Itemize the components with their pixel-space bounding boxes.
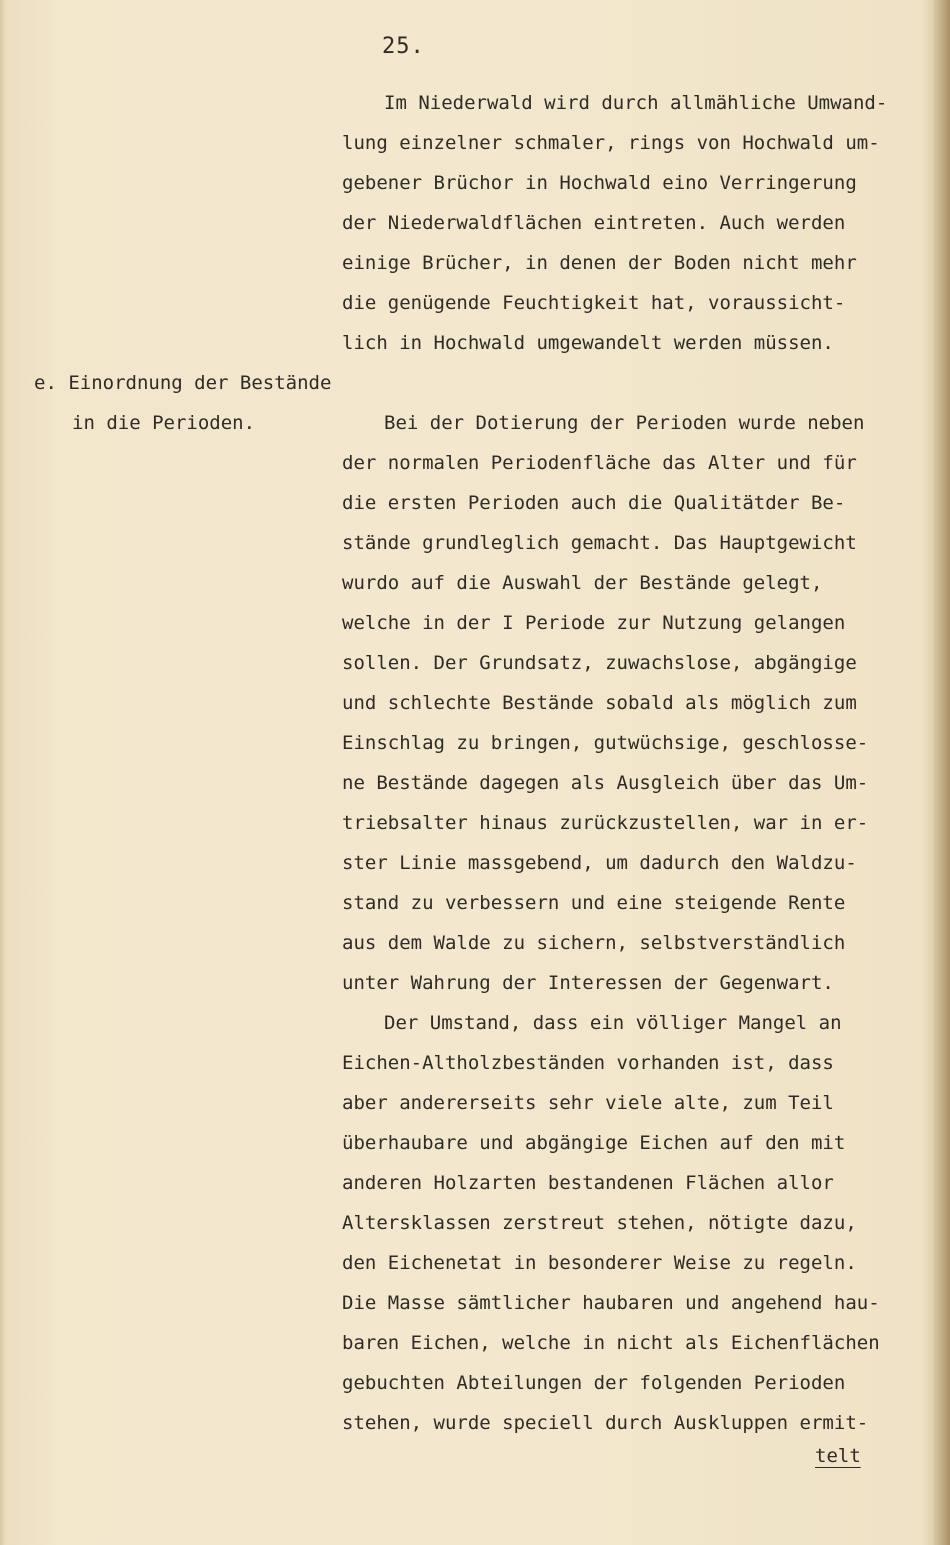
paragraph-1-line-4: der Niederwaldflächen eintreten. Auch werden <box>342 212 846 234</box>
paragraph-2-line-7: sollen. Der Grundsatz, zuwachslose, abgängige <box>342 652 857 674</box>
paragraph-2-line-2: der normalen Periodenfläche das Alter und für <box>342 452 857 474</box>
paragraph-2-line-13: stand zu verbessern und eine steigende Rente <box>342 892 846 914</box>
page-number: 25. <box>382 34 425 59</box>
page-left-edge <box>0 0 6 1545</box>
paragraph-2-line-8: und schlechte Bestände sobald als möglich zum <box>342 692 857 714</box>
margin-note-line-2: in die Perioden. <box>72 412 256 434</box>
paragraph-1-line-7: lich in Hochwald umgewandelt werden müssen. <box>342 332 834 354</box>
paragraph-2-line-1: Bei der Dotierung der Perioden wurde neben <box>384 412 865 434</box>
paragraph-1-line-6: die genügende Feuchtigkeit hat, voraussicht- <box>342 292 846 314</box>
paragraph-1-line-3: gebener Brüchor in Hochwald eino Verringerung <box>342 172 857 194</box>
margin-note-line-1: e. Einordnung der Bestände <box>34 372 332 394</box>
paragraph-2-line-10: ne Bestände dagegen als Ausgleich über das Um- <box>342 772 869 794</box>
paragraph-2-line-3: die ersten Perioden auch die Qualitätder Be- <box>342 492 846 514</box>
paragraph-1-line-2: lung einzelner schmaler, rings von Hochwald um- <box>342 132 880 154</box>
paragraph-2-line-12: ster Linie massgebend, um dadurch den Waldzu- <box>342 852 857 874</box>
catchword: telt <box>815 1445 861 1467</box>
paragraph-2-line-11: triebsalter hinaus zurückzustellen, war in er- <box>342 812 869 834</box>
paragraph-2-line-4: stände grundleglich gemacht. Das Hauptgewicht <box>342 532 857 554</box>
paragraph-1-line-5: einige Brücher, in denen der Boden nicht mehr <box>342 252 857 274</box>
paragraph-3-line-9: baren Eichen, welche in nicht als Eichenflächen <box>342 1332 880 1354</box>
paragraph-2-line-6: welche in der I Periode zur Nutzung gelangen <box>342 612 846 634</box>
paragraph-2-line-5: wurdo auf die Auswahl der Bestände gelegt, <box>342 572 823 594</box>
paragraph-3-line-7: den Eichenetat in besonderer Weise zu regeln. <box>342 1252 857 1274</box>
paragraph-2-line-14: aus dem Walde zu sichern, selbstverständlich <box>342 932 846 954</box>
page-right-edge <box>934 0 950 1545</box>
paragraph-2-line-15: unter Wahrung der Interessen der Gegenwart. <box>342 972 834 994</box>
paragraph-3-line-4: überhaubare und abgängige Eichen auf den mit <box>342 1132 846 1154</box>
paragraph-3-line-11: stehen, wurde speciell durch Auskluppen ermit- <box>342 1412 869 1434</box>
paragraph-3-line-6: Altersklassen zerstreut stehen, nötigte dazu, <box>342 1212 857 1234</box>
paragraph-3-line-1: Der Umstand, dass ein völliger Mangel an <box>384 1012 842 1034</box>
paragraph-1-line-1: Im Niederwald wird durch allmähliche Umwand- <box>384 92 888 114</box>
paragraph-3-line-5: anderen Holzarten bestandenen Flächen allor <box>342 1172 834 1194</box>
paragraph-3-line-8: Die Masse sämtlicher haubaren und angehend hau- <box>342 1292 880 1314</box>
paragraph-3-line-10: gebuchten Abteilungen der folgenden Perioden <box>342 1372 846 1394</box>
paragraph-3-line-2: Eichen-Altholzbeständen vorhanden ist, dass <box>342 1052 834 1074</box>
paragraph-2-line-9: Einschlag zu bringen, gutwüchsige, geschlosse- <box>342 732 869 754</box>
paragraph-3-line-3: aber andererseits sehr viele alte, zum Teil <box>342 1092 834 1114</box>
